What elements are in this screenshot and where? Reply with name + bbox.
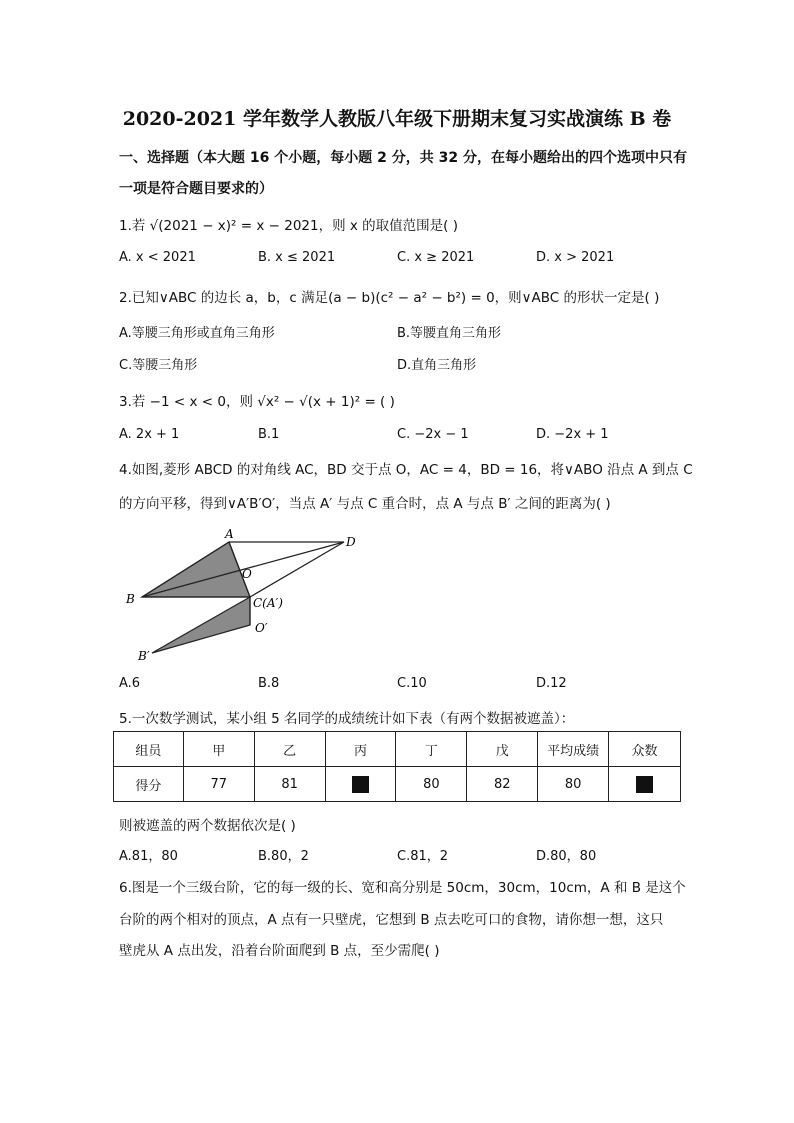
q6-stem-line2: 台阶的两个相对的顶点，A 点有一只壁虎，它想到 B 点去吃可口的食物，请你想一想，这只 bbox=[119, 912, 664, 928]
label-d: D bbox=[346, 535, 356, 549]
label-b: B bbox=[126, 592, 135, 606]
q3-option-d: D. −2x + 1 bbox=[536, 427, 609, 442]
q2-option-d: D.直角三角形 bbox=[397, 358, 477, 373]
q1-option-c: C. x ≥ 2021 bbox=[397, 250, 475, 265]
table-header-cell: 平均成绩 bbox=[538, 732, 609, 767]
q3-option-a: A. 2x + 1 bbox=[119, 427, 180, 442]
table-header-cell: 组员 bbox=[114, 732, 184, 767]
label-o: O bbox=[242, 567, 252, 581]
q6-stem-line3: 壁虎从 A 点出发，沿着台阶面爬到 B 点，至少需爬( ) bbox=[119, 943, 440, 959]
q5-followup: 则被遮盖的两个数据依次是( ) bbox=[119, 818, 296, 834]
q2-stem: 2.已知∨ABC 的边长 a，b，c 满足(a − b)(c² − a² − b²) = 0，则∨ABC 的形状一定是( ) bbox=[119, 290, 660, 306]
q2-option-c: C.等腰三角形 bbox=[119, 358, 198, 373]
table-cell: 77 bbox=[183, 767, 254, 802]
q2-option-b: B.等腰直角三角形 bbox=[397, 326, 502, 341]
table-header-cell: 乙 bbox=[254, 732, 325, 767]
q5-option-c: C.81，2 bbox=[397, 849, 449, 864]
q6-stem-line1: 6.图是一个三级台阶，它的每一级的长、宽和高分别是 50cm，30cm，10cm，A 和 B 是这个 bbox=[119, 880, 686, 896]
table-header-cell: 甲 bbox=[183, 732, 254, 767]
section-heading-line1: 一、选择题（本大题 16 个小题，每小题 2 分，共 32 分，在每小题给出的四个选项中只有 bbox=[119, 150, 687, 166]
q1-option-b: B. x ≤ 2021 bbox=[258, 250, 336, 265]
q2-option-a: A.等腰三角形或直角三角形 bbox=[119, 326, 275, 341]
table-header-cell: 丁 bbox=[396, 732, 467, 767]
table-header-cell: 戊 bbox=[467, 732, 538, 767]
table-cell: 81 bbox=[254, 767, 325, 802]
label-c-a-prime: C(A′) bbox=[253, 596, 283, 610]
q4-option-d: D.12 bbox=[536, 676, 567, 691]
score-table bbox=[113, 731, 681, 802]
q5-option-b: B.80，2 bbox=[258, 849, 309, 864]
section-heading-line2: 一项是符合题目要求的） bbox=[119, 181, 273, 197]
q5-option-d: D.80，80 bbox=[536, 849, 597, 864]
table-cell-masked bbox=[609, 767, 681, 802]
q4-option-c: C.10 bbox=[397, 676, 427, 691]
shaded-triangle-abo bbox=[142, 542, 250, 597]
table-row bbox=[114, 767, 681, 802]
q1-option-d: D. x > 2021 bbox=[536, 250, 615, 265]
q4-option-b: B.8 bbox=[258, 676, 280, 691]
q4-stem-line2: 的方向平移，得到∨A′B′O′，当点 A′ 与点 C 重合时，点 A 与点 B′ 之间的距离为( ) bbox=[119, 496, 611, 512]
label-a: A bbox=[225, 528, 234, 541]
q5-option-a: A.81，80 bbox=[119, 849, 178, 864]
q4-option-a: A.6 bbox=[119, 676, 141, 691]
table-cell: 80 bbox=[538, 767, 609, 802]
q4-stem-line1: 4.如图,菱形 ABCD 的对角线 AC，BD 交于点 O，AC = 4，BD = 16，将∨ABO 沿点 A 到点 C bbox=[119, 462, 693, 478]
table-cell: 得分 bbox=[114, 767, 184, 802]
q3-option-c: C. −2x − 1 bbox=[397, 427, 469, 442]
table-header-cell: 众数 bbox=[609, 732, 681, 767]
label-o-prime: O′ bbox=[255, 621, 268, 635]
rhombus-diagram bbox=[122, 528, 372, 668]
table-cell-masked bbox=[325, 767, 396, 802]
q3-option-b: B.1 bbox=[258, 427, 280, 442]
masked-value-block bbox=[352, 776, 369, 793]
masked-value-block bbox=[636, 776, 653, 793]
table-cell: 82 bbox=[467, 767, 538, 802]
table-header-row bbox=[114, 732, 681, 767]
q1-option-a: A. x < 2021 bbox=[119, 250, 196, 265]
page-title: 2020-2021 学年数学人教版八年级下册期末复习实战演练 B 卷 bbox=[122, 108, 672, 130]
q5-stem: 5.一次数学测试，某小组 5 名同学的成绩统计如下表（有两个数据被遮盖）： bbox=[119, 711, 575, 727]
label-b-prime: B′ bbox=[138, 649, 150, 663]
q3-stem: 3.若 −1 < x < 0，则 √x² − √(x + 1)² = ( ) bbox=[119, 394, 395, 410]
table-header-cell: 丙 bbox=[325, 732, 396, 767]
shaded-triangle-a2b2o2 bbox=[152, 597, 250, 653]
edge-dc bbox=[250, 542, 344, 597]
table-cell: 80 bbox=[396, 767, 467, 802]
q1-stem: 1.若 √(2021 − x)² = x − 2021，则 x 的取值范围是( ) bbox=[119, 218, 458, 234]
